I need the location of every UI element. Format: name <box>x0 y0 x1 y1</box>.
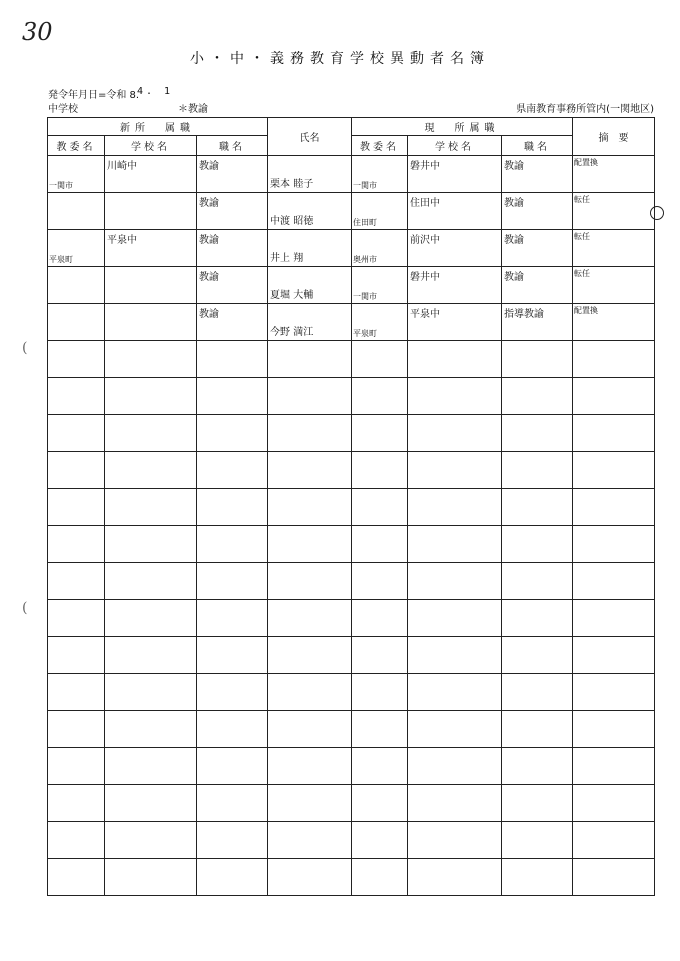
table-row <box>48 156 655 193</box>
empty-table-row <box>48 637 655 674</box>
current-school: 磐井中 <box>410 161 441 172</box>
current-job: 教諭 <box>504 235 525 246</box>
current-board-header: 教委名 <box>352 136 408 156</box>
current-school: 平泉中 <box>410 309 441 320</box>
current-board: 一関市 <box>353 292 378 301</box>
summary-header: 摘 要 <box>573 118 655 156</box>
transfer-roster-table <box>47 117 655 896</box>
current-school: 前沢中 <box>410 235 441 246</box>
margin-mark: ( <box>22 340 28 356</box>
empty-table-row <box>48 748 655 785</box>
new-board: 一関市 <box>49 181 73 190</box>
empty-table-row <box>48 452 655 489</box>
current-board: 奥州市 <box>353 255 378 264</box>
summary-note: 転任 <box>574 195 591 204</box>
region-label: 県南教育事務所管内(一関地区) <box>516 104 654 115</box>
new-job: 教諭 <box>199 309 219 320</box>
table-row <box>48 267 655 304</box>
table-row <box>48 193 655 230</box>
new-job: 教諭 <box>199 198 219 209</box>
current-board: 住田町 <box>353 218 378 227</box>
teacher-name: 夏堀 大輔 <box>270 290 314 301</box>
name-header: 氏名 <box>268 118 352 156</box>
summary-note: 転任 <box>574 232 591 241</box>
table-row <box>48 304 655 341</box>
empty-table-row <box>48 711 655 748</box>
empty-table-row <box>48 785 655 822</box>
current-assignment-header: 現 所属職 <box>352 118 573 136</box>
issue-date-value: 4. 1 <box>137 86 174 97</box>
empty-table-row <box>48 526 655 563</box>
empty-table-row <box>48 822 655 859</box>
margin-mark: ( <box>22 600 28 616</box>
new-school-header: 学校名 <box>105 136 197 156</box>
page-number: 30 <box>22 18 53 46</box>
empty-table-row <box>48 563 655 600</box>
school-type: 中学校 <box>48 104 78 115</box>
teacher-name: 井上 翔 <box>270 253 304 264</box>
new-school: 川崎中 <box>107 161 137 172</box>
teacher-name: 今野 満江 <box>270 327 314 338</box>
issue-date-label: 発令年月日=令和 8. <box>48 90 140 101</box>
current-board: 平泉町 <box>353 329 378 338</box>
new-assignment-header: 新所 属職 <box>48 118 268 136</box>
empty-table-row <box>48 674 655 711</box>
new-school: 平泉中 <box>107 235 137 246</box>
document-title: 小・中・義務教育学校異動者名簿 <box>190 51 490 67</box>
current-school: 磐井中 <box>410 272 441 283</box>
current-job: 教諭 <box>504 198 525 209</box>
new-board: 平泉町 <box>49 255 73 264</box>
summary-note: 配置換 <box>574 158 599 167</box>
current-board: 一関市 <box>353 181 378 190</box>
table-row <box>48 230 655 267</box>
new-job: 教諭 <box>199 235 219 246</box>
empty-table-row <box>48 489 655 526</box>
new-job: 教諭 <box>199 272 219 283</box>
empty-table-row <box>48 600 655 637</box>
current-job: 指導教諭 <box>504 309 545 320</box>
current-school: 住田中 <box>410 198 441 209</box>
teacher-name: 栗本 睦子 <box>270 179 314 190</box>
new-job: 教諭 <box>199 161 219 172</box>
empty-table-row <box>48 341 655 378</box>
new-job-header: 職名 <box>197 136 268 156</box>
current-job-header: 職名 <box>502 136 573 156</box>
new-board-header: 教委名 <box>48 136 105 156</box>
teacher-name: 中渡 昭徳 <box>270 216 314 227</box>
summary-note: 転任 <box>574 269 591 278</box>
empty-table-row <box>48 415 655 452</box>
current-job: 教諭 <box>504 272 525 283</box>
current-job: 教諭 <box>504 161 525 172</box>
empty-table-row <box>48 859 655 896</box>
current-school-header: 学校名 <box>408 136 502 156</box>
position-type: ＊教諭 <box>178 104 208 115</box>
empty-table-row <box>48 378 655 415</box>
summary-note: 配置換 <box>574 306 599 315</box>
